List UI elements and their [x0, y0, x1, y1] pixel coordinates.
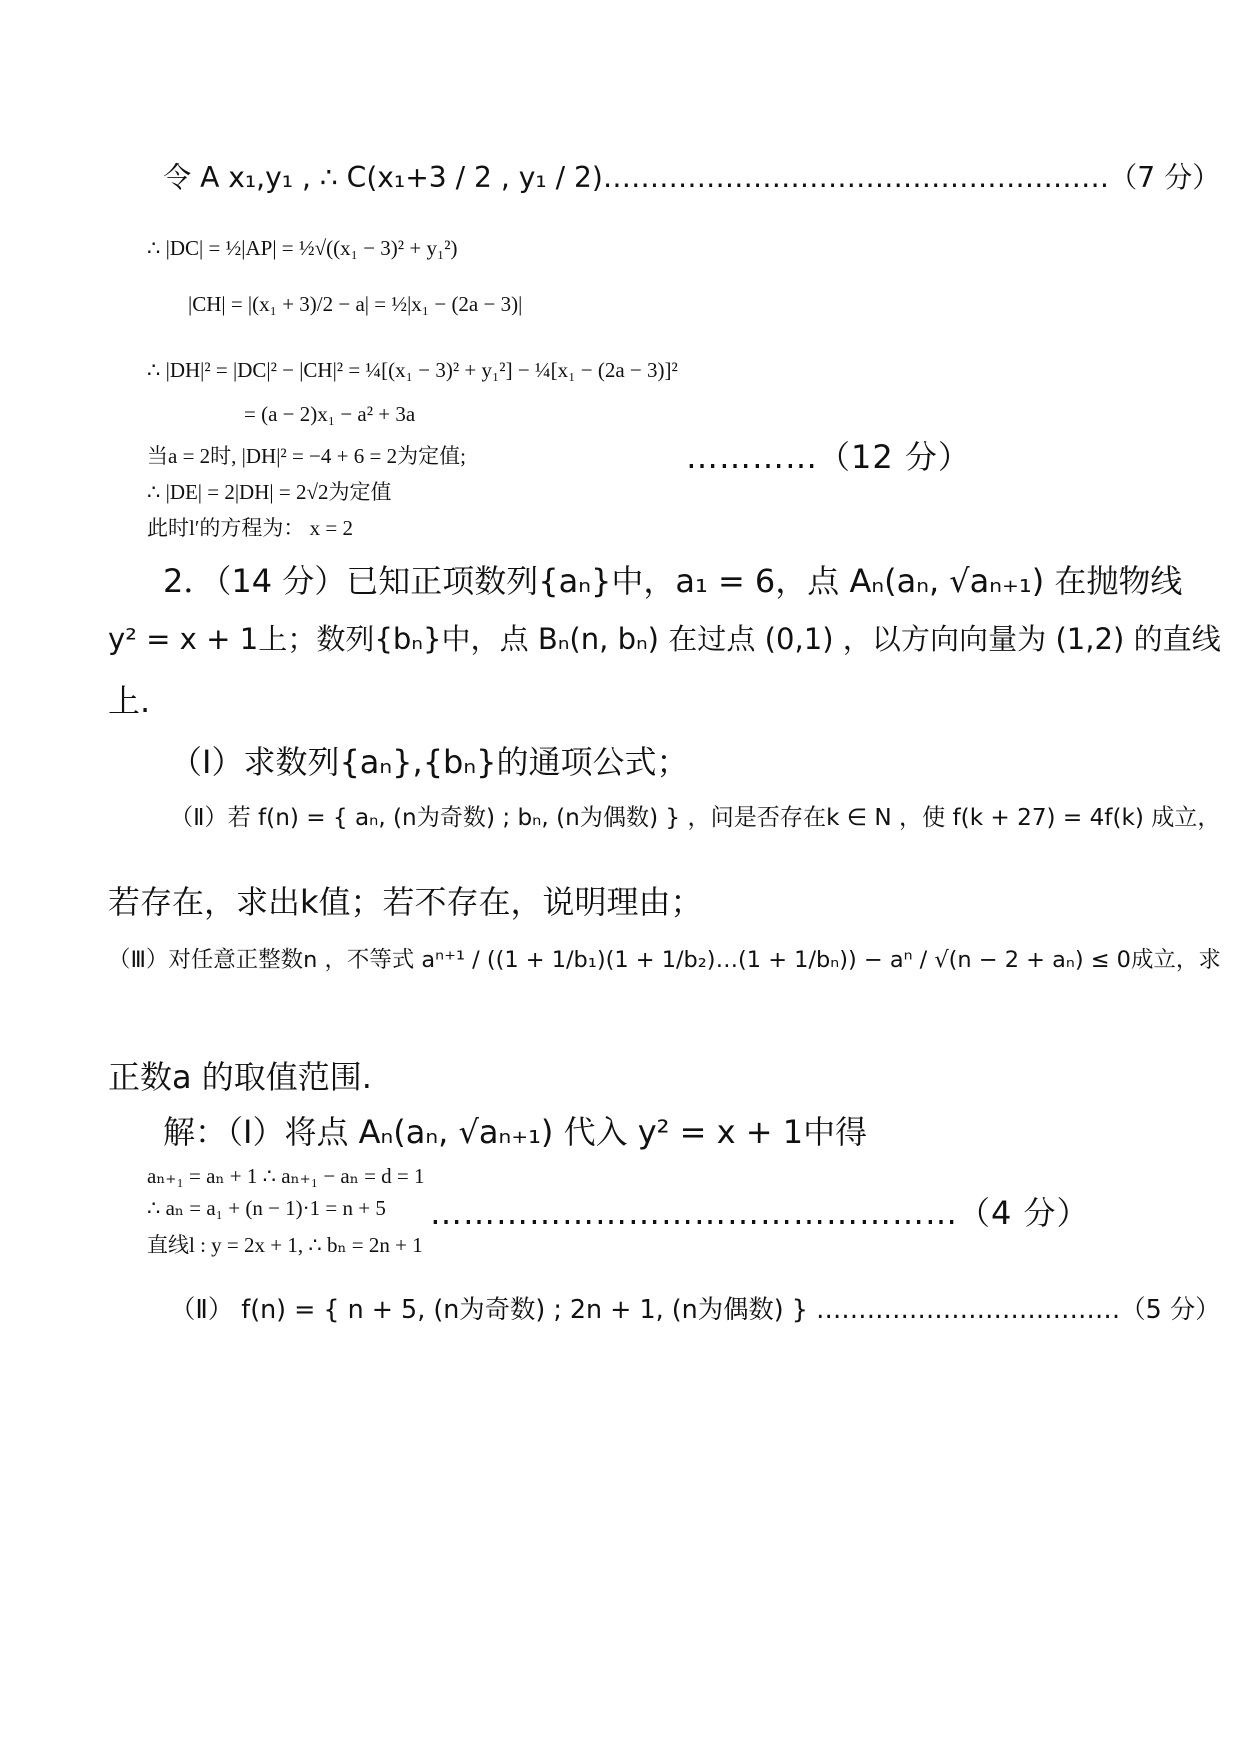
text: （Ⅲ）对任意正整数n ，不等式 aⁿ⁺¹ / ((1 + 1/b₁)(1 + 1/b₂)…(1 + 1/bₙ)) − aⁿ / √(n − 2 + aₙ) ≤ 0成立，求	[108, 947, 1221, 973]
line-21	[170, 1290, 1221, 1326]
text: = (a − 2)x₁ − a² + 3a	[244, 402, 416, 426]
line-19-score	[430, 1188, 1090, 1234]
text: （Ⅰ）求数列{aₙ},{bₙ}的通项公式；	[170, 743, 689, 781]
line-18	[147, 1164, 425, 1189]
line-6	[147, 440, 466, 470]
text: （Ⅱ） f(n) = { n + 5, (n为奇数) ; 2n + 1, (n为偶数) } ………………………………（5 分）	[170, 1294, 1221, 1324]
text: ∴ |DH|² = |DC|² − |CH|² = ¼[(x₁ − 3)² + y₁²] − ¼[x₁ − (2a − 3)]²	[147, 358, 678, 382]
line-3	[188, 292, 522, 317]
line-1	[163, 156, 1220, 196]
text: 正数a 的取值范围.	[108, 1058, 372, 1096]
line-20	[147, 1229, 423, 1259]
line-13	[170, 798, 1221, 832]
line-17	[163, 1107, 867, 1153]
line-7	[147, 476, 391, 506]
line-14	[108, 877, 703, 923]
text: 若存在，求出k值；若不存在，说明理由；	[108, 883, 703, 921]
text: 当a = 2时, |DH|² = −4 + 6 = 2为定值;	[147, 444, 466, 468]
line-10	[108, 617, 1221, 658]
text: 上.	[108, 682, 151, 720]
line-8	[147, 512, 353, 542]
text: ∴ |DE| = 2|DH| = 2√2为定值	[147, 480, 392, 504]
line-19	[147, 1196, 386, 1221]
text: ∴ aₙ = a₁ + (n − 1)·1 = n + 5	[147, 1196, 386, 1220]
text: |CH| = |(x₁ + 3)/2 − a| = ½|x₁ − (2a − 3)|	[188, 292, 523, 316]
text: 此时l′的方程为： x = 2	[147, 516, 354, 540]
line-5	[244, 402, 415, 427]
text: 直线l : y = 2x + 1, ∴ bₙ = 2n + 1	[147, 1233, 423, 1257]
line-15	[108, 942, 1221, 974]
line-4	[147, 358, 678, 383]
text: 解：（Ⅰ）将点 Aₙ(aₙ, √aₙ₊₁) 代入 y² = x + 1中得	[163, 1113, 868, 1151]
text: 2．（14 分）已知正项数列{aₙ}中，a₁ = 6，点 Aₙ(aₙ, √aₙ₊₁) 在抛物线	[163, 562, 1183, 600]
line-6-score	[686, 432, 971, 478]
text: …………（12 分）	[686, 438, 971, 476]
line-9	[163, 556, 1182, 602]
line-16	[108, 1052, 372, 1098]
text: y² = x + 1上；数列{bₙ}中，点 Bₙ(n, bₙ) 在过点 (0,1) ，以方向向量为 (1,2) 的直线	[108, 622, 1221, 656]
line-12	[170, 737, 688, 783]
text: ∴ |DC| = ½|AP| = ½√((x₁ − 3)² + y₁²)	[147, 236, 458, 260]
text: （Ⅱ）若 f(n) = { aₙ, (n为奇数) ; bₙ, (n为偶数) } ，问是否存在k ∈ N ，使 f(k + 27) = 4f(k) 成立，	[170, 805, 1221, 831]
text: aₙ₊₁ = aₙ + 1 ∴ aₙ₊₁ − aₙ = d = 1	[147, 1164, 425, 1188]
text: 令 A x₁,y₁ , ∴ C(x₁+3 / 2 , y₁ / 2)………………………………………………（7 分）	[163, 161, 1221, 194]
line-2	[147, 236, 458, 261]
text: …………………………………………（4 分）	[430, 1194, 1090, 1232]
line-11	[108, 676, 150, 722]
